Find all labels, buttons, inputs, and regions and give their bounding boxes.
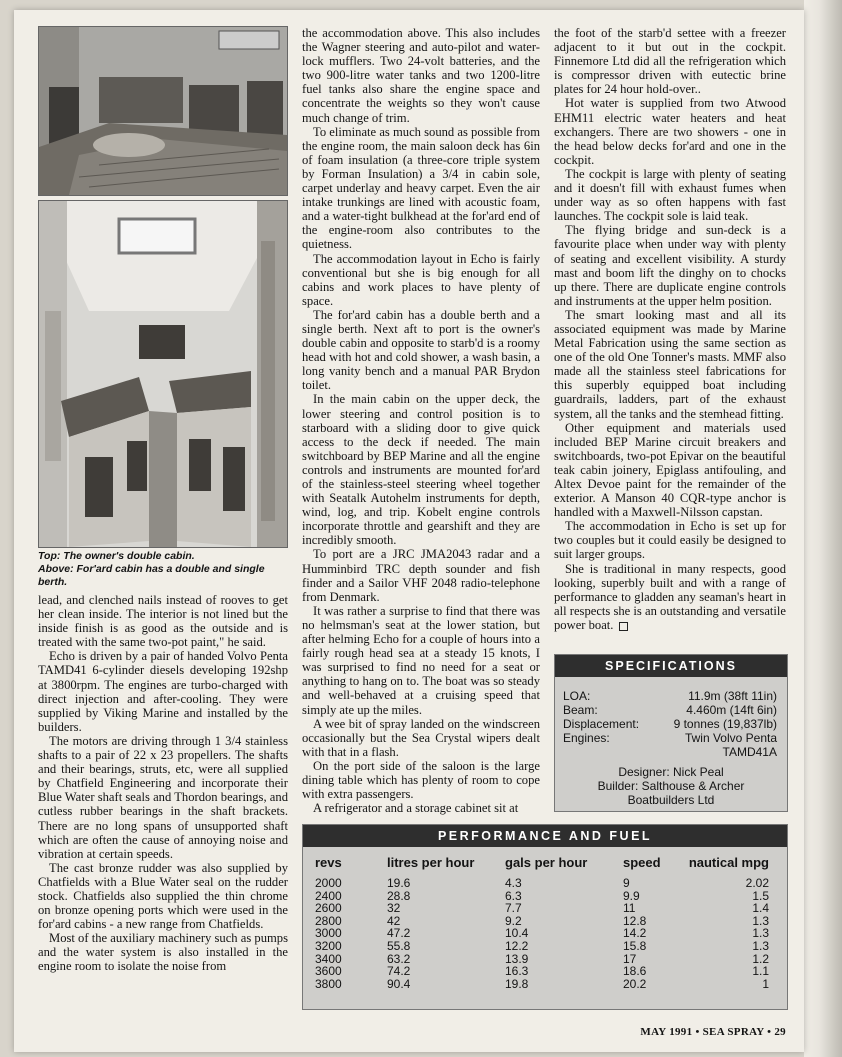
photo-caption <box>38 550 286 589</box>
table-row <box>303 877 787 890</box>
table-cell: 19.8 <box>505 976 529 991</box>
table-row <box>303 953 787 966</box>
table-cell: 74.2 <box>387 964 411 979</box>
table-cell: 47.2 <box>387 926 411 941</box>
spec-builder-cont: Boatbuilders Ltd <box>627 793 715 807</box>
paragraph-text: She is traditional in many respects, good looking, superbly built and with a range of performance to gladden any seaman's heart in all respects she is an outstanding and versatile power boat. <box>554 561 786 632</box>
table-cell: 4.3 <box>505 876 522 890</box>
spec-value: TAMD41A <box>722 745 777 759</box>
performance-body <box>303 877 787 990</box>
performance-title: PERFORMANCE AND FUEL <box>303 825 787 847</box>
spec-builder: Builder: Salthouse & Archer <box>597 779 745 793</box>
specifications-box <box>554 654 788 812</box>
paragraph: The flying bridge and sun-deck is a favourite place when under way with plenty of seating and excellent visibility. A sturdy mast and boom lift the dinghy on to chocks up there. There are duplicate engine controls and instruments at the upper helm position. <box>554 223 786 308</box>
table-cell: 55.8 <box>387 938 411 953</box>
paragraph: In the main cabin on the upper deck, the lower steering and control position is to starboard with a sliding door to give quick access to the deck if needed. The main switchboard by BEP Marine and all the engine controls and instruments are mounted for'ard of the stainless-steel steering wheel together with Seatalk Autohelm instruments for depth, wind, log, and trip. Kobelt engine controls incorporate throttle and gearshift and they are incredibly smooth. <box>302 392 540 548</box>
table-cell: 13.9 <box>505 951 529 966</box>
table-cell: 1.3 <box>752 938 769 953</box>
spec-label: Beam: <box>563 703 598 717</box>
paragraph: The smart looking mast and all its associated equipment was made by Marine Metal Fabrication using the same section as one of the old One Tonner's masts. MMF also made all the stainless steel fabrications for this superbly equipped boat including guardrails, ladders, part of the exhaust system, all the tanks and the stemhead fitting. <box>554 307 786 421</box>
table-cell: 63.2 <box>387 951 411 966</box>
table-cell: 90.4 <box>387 976 411 991</box>
table-cell: 9.2 <box>505 913 522 928</box>
table-cell: 3200 <box>315 938 342 953</box>
table-cell: 1.4 <box>752 901 769 916</box>
paragraph: The accommodation in Echo is set up for two couples but it could easily be designed to suit larger groups. <box>554 519 786 562</box>
table-cell: 3800 <box>315 976 342 991</box>
table-cell: 32 <box>387 901 401 916</box>
paragraph: To eliminate as much sound as possible from the engine room, the main saloon deck has 6in of foam insulation (a three-core triple system by Forman Insulation) a 3/4 in cabin sole, carpet underlay and heavy carpet. Even the air intake trunkings are lined with acoustic foam, and a water-tight bulkhead at the for'ard end of the engine-room also contributes to the quietness. <box>302 124 540 252</box>
table-cell: 6.3 <box>505 888 522 903</box>
column-header: speed <box>623 855 661 870</box>
paragraph: The cockpit is large with plenty of seating and it doesn't fill with exhaust fumes when under way as so often happens with fast launches. The cockpit sole is laid teak. <box>554 166 786 224</box>
performance-table <box>302 824 788 1010</box>
paragraph: Most of the auxiliary machinery such as pumps and the water system is also installed in the engine room to isolate the noise from <box>38 931 288 974</box>
table-row <box>303 927 787 940</box>
paragraph: Hot water is supplied from two Atwood EHM11 electric water heaters and heat exchangers. There are two showers - one in the head below decks for'ard and one in the cockpit. <box>554 96 786 167</box>
table-cell: 19.6 <box>387 876 411 890</box>
paragraph: The cast bronze rudder was also supplied by Chatfields with a Blue Water seal on the rudder stock. Chatfields also supplied the thin chrome on bronze opening ports which were used in the for'ard cabins - a new range from Chatfields. <box>38 860 288 932</box>
paragraph: A wee bit of spray landed on the windscreen occasionally but the Sea Crystal wipers dealt with that in a flash. <box>302 716 540 759</box>
table-row <box>303 940 787 953</box>
page-footer: MAY 1991 • SEA SPRAY • 29 <box>640 1026 786 1038</box>
table-row <box>303 965 787 978</box>
caption-top-label: Top: <box>38 550 61 562</box>
table-row <box>303 890 787 903</box>
spec-value: 4.460m (14ft 6in) <box>686 703 777 717</box>
table-cell: 28.8 <box>387 888 411 903</box>
photo-forard-cabin <box>38 200 288 548</box>
column-header: revs <box>315 855 342 870</box>
owners-cabin-illustration <box>39 27 287 195</box>
table-cell: 10.4 <box>505 926 529 941</box>
table-row <box>303 915 787 928</box>
caption-above-label: Above: <box>38 563 74 575</box>
paragraph: The accommodation layout in Echo is fairly conventional but she is big enough for all cabins and work places to have plenty of space. <box>302 251 540 308</box>
table-cell: 1.2 <box>752 951 769 966</box>
spec-label: Displacement: <box>563 717 640 731</box>
paragraph: the accommodation above. This also includes the Wagner steering and auto-pilot and water-lock mufflers. Two 24-volt batteries, and the two 900-litre water tanks and two 1200-litre fuel tanks also share the engine space and concentrate the weights so they won't cause much change of trim. <box>302 26 540 125</box>
table-cell: 16.3 <box>505 964 529 979</box>
table-cell: 18.6 <box>623 964 647 979</box>
column-header: gals per hour <box>505 855 588 870</box>
article-column-2 <box>302 26 540 815</box>
spec-label: LOA: <box>563 689 591 703</box>
specifications-title: SPECIFICATIONS <box>555 655 787 677</box>
table-cell: 20.2 <box>623 976 647 991</box>
table-cell: 2800 <box>315 913 342 928</box>
column-header: litres per hour <box>387 855 475 870</box>
paragraph: To port are a JRC JMA2043 radar and a Humminbird TRC depth sounder and fish finder and a Sailor VHF 2048 radio-telephone from Denmark. <box>302 547 540 604</box>
table-cell: 1.3 <box>752 913 769 928</box>
table-cell: 9.9 <box>623 888 640 903</box>
spec-value: 11.9m (38ft 11in) <box>688 689 777 703</box>
paragraph: lead, and clenched nails instead of rooves to get her clean inside. The interior is not lined but the inside finish is as good as the outside and is treated with the same two-pot paint," he said. <box>38 593 288 650</box>
table-cell: 1.3 <box>752 926 769 941</box>
table-cell: 42 <box>387 913 401 928</box>
table-cell: 12.2 <box>505 938 529 953</box>
paragraph: Echo is driven by a pair of handed Volvo Penta TAMD41 6-cylinder diesels developing 192shp at 3800rpm. The engines are turbo-charged with direct injection and after-cooling. They were supplied by Viking Marine and installed by the builders. <box>38 649 288 734</box>
table-cell: 11 <box>623 901 636 916</box>
caption-above-text: For'ard cabin has a double and single berth. <box>38 563 265 588</box>
caption-top-text: The owner's double cabin. <box>63 550 195 562</box>
table-cell: 3600 <box>315 964 342 979</box>
paragraph: the foot of the starb'd settee with a freezer adjacent to it but out in the cockpit. Finnemore Ltd did all the refrigeration which is compressor driven with eutectic brine plates for 24 hour hold-over.. <box>554 26 786 97</box>
forard-cabin-illustration <box>39 201 287 547</box>
paragraph: It was rather a surprise to find that there was no helmsman's seat at the lower station, but after helming Echo for a couple of hours into a fairly rough head sea at a steady 15 knots, I was surprised to find no need for a seat or anything to hang on to. The boat was so steady and well-behaved at a cruising speed that simply ate up the miles. <box>302 603 540 717</box>
table-cell: 9 <box>623 876 630 890</box>
paragraph-last <box>554 562 786 632</box>
table-cell: 3000 <box>315 926 342 941</box>
spec-label: Engines: <box>563 731 610 745</box>
paragraph: The motors are driving through 1 3/4 stainless shafts to a pair of 22 x 23 propellers. The shafts and their bearings, struts, etc, were all supplied by Chatfield Engineering and incorporate their Blue Water shaft seals and Thordon bearings, and cutless rubber bearings in the shaft brackets. There are no long spans of unsupported shaft which are often the cause of annoying noise and vibration at certain speeds. <box>38 733 288 861</box>
paragraph: A refrigerator and a storage cabinet sit at <box>313 801 519 816</box>
photo-owners-cabin <box>38 26 288 196</box>
spec-value: Twin Volvo Penta <box>684 731 777 745</box>
page-edge-shadow <box>804 0 842 1057</box>
table-cell: 2000 <box>315 876 342 890</box>
table-cell: 3400 <box>315 951 342 966</box>
table-cell: 2.02 <box>745 876 769 890</box>
table-cell: 12.8 <box>623 913 647 928</box>
column-header: nautical mpg <box>688 855 769 870</box>
magazine-page <box>14 10 804 1052</box>
paragraph: Other equipment and materials used included BEP Marine circuit breakers and switchboards, two-pot Epivar on the beautiful teak cabin joinery, Epiglass antifouling, and Altex Devoe paint for the remainder of the exterior. A Manson 40 CQR-type anchor is handled with a Maxwell-Nilsson capstan. <box>554 420 786 520</box>
article-column-3 <box>554 26 786 632</box>
table-cell: 1 <box>762 976 769 991</box>
table-cell: 14.2 <box>623 926 647 941</box>
table-cell: 7.7 <box>505 901 522 916</box>
table-cell: 15.8 <box>623 938 647 953</box>
article-column-1 <box>38 593 288 974</box>
spec-value: 9 tonnes (19,837lb) <box>673 717 777 731</box>
table-cell: 2600 <box>315 901 342 916</box>
table-row <box>303 978 787 991</box>
table-cell: 1.1 <box>752 964 769 979</box>
table-cell: 1.5 <box>752 888 769 903</box>
paragraph: On the port side of the saloon is the large dining table which has plenty of room to cope with extra passengers. <box>302 758 540 802</box>
end-of-article-icon <box>619 622 628 631</box>
table-cell: 2400 <box>315 888 342 903</box>
paragraph: The for'ard cabin has a double berth and a single berth. Next aft to port is the owner's double cabin and opposite to starb'd is a roomy head with hot and cold shower, a wash basin, a long vanity bench and a manual PAR Brydon toilet. <box>302 307 540 393</box>
table-row <box>303 902 787 915</box>
spec-designer: Designer: Nick Peal <box>618 765 724 779</box>
table-cell: 17 <box>623 951 637 966</box>
